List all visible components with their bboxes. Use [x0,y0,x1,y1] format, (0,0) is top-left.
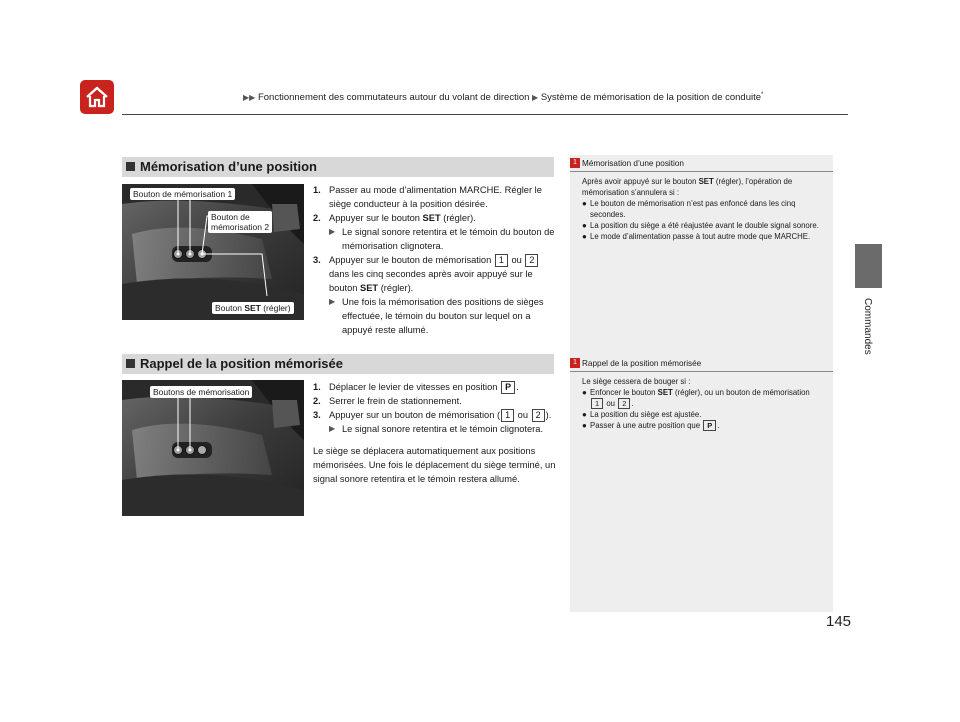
bullet-icon: ● [582,388,587,397]
breadcrumb [243,92,763,103]
note-memorize [570,157,833,242]
section-heading-memorize [122,157,554,177]
header-divider [122,114,848,115]
step-3-result: ▶ Le signal sonore retentira et le témoin clignotera. [329,424,544,434]
home-icon [84,85,110,109]
section-heading-text: Rappel de la position mémorisée [140,356,343,371]
memory-2-key: 2 [525,254,538,267]
memory-1-key: 1 [501,409,514,422]
bullet-icon: ● [582,421,587,430]
heading-square-icon [126,359,135,368]
note-bullet: ● La position du siège a été réajustée avant le double signal sonore. [582,221,819,230]
note-tag-icon: 1 [570,358,580,368]
memory-2-key: 2 [532,409,545,422]
note-tag-icon: 1 [570,158,580,168]
step-1: 1. Passer au mode d’alimentation MARCHE. Régler le siège conducteur à la position désirée. [313,185,542,209]
door-panel-illustration [122,184,304,320]
chapter-label: Commandes [862,298,873,355]
result-arrow-icon: ▶ [329,297,336,306]
bullet-icon: ● [582,221,587,230]
bullet-icon: ● [582,199,587,208]
result-arrow-icon: ▶ [329,424,336,433]
breadcrumb-link-steering-switches[interactable]: Fonctionnement des commutateurs autour du volant de direction [257,92,530,104]
park-key: P [501,381,515,394]
recall-instructions [313,380,557,486]
memory-2-key: 2 [618,398,630,409]
memory-1-key: 1 [591,398,603,409]
note-title: 1 Mémorisation d’une position [570,157,833,169]
note-title: 1 Rappel de la position mémorisée [570,357,833,369]
park-key: P [703,420,716,431]
recall-buttons-photo [122,380,304,516]
note-bullet: ● Passer à une autre position que P . [582,421,720,430]
note-bullet: ● Le bouton de mémorisation n’est pas enfoncé dans les cinq secondes. [582,199,796,219]
breadcrumb-star: * [761,92,764,98]
bullet-icon: ● [582,232,587,241]
chapter-tab[interactable] [855,244,882,288]
step-2: 2. Appuyer sur le bouton SET (régler). [313,213,476,223]
breadcrumb-arrow-icon: ▶ [532,93,539,103]
section-heading-recall [122,354,554,374]
bullet-icon: ● [582,410,587,419]
breadcrumb-current: Système de mémorisation de la position de conduite [540,92,762,104]
label-memory-buttons: Boutons de mémorisation [150,386,252,398]
memorize-instructions [313,183,557,337]
note-divider [570,371,833,372]
step-3: 3. Appuyer sur un bouton de mémorisation ( 1 ou 2 ). [313,410,552,420]
memory-1-key: 1 [495,254,508,267]
note-intro: Le siège cessera de bouger si : [582,377,691,386]
step-3-result: ▶ Une fois la mémorisation des positions de sièges effectuée, le témoin du bouton sur lequel on a appuyé reste allumé. [329,297,544,335]
note-bullet: ● Le mode d’alimentation passe à tout autre mode que MARCHE. [582,232,811,241]
breadcrumb-arrow-icon: ▶▶ [243,93,256,103]
recall-paragraph: Le siège se déplacera automatiquement aux positions mémorisées. Une fois le déplacement du siège terminé, un signal sonore retentira et le témoin restera allumé. [313,446,556,484]
note-bullet: ● La position du siège est ajustée. [582,410,702,419]
step-2: 2. Serrer le frein de stationnement. [313,396,462,406]
step-3: 3. Appuyer sur le bouton de mémorisation 1 ou 2 dans les cinq secondes après avoir appuyé sur le bouton SET (régler). [313,253,557,295]
note-divider [570,171,833,172]
result-arrow-icon: ▶ [329,227,336,236]
label-memory-button-2: Bouton de mémorisation 2 [208,211,272,233]
memory-buttons-photo [122,184,304,320]
door-panel-illustration [122,380,304,516]
step-1: 1. Déplacer le levier de vitesses en position P . [313,382,519,392]
heading-square-icon [126,162,135,171]
page-number: 145 [826,613,852,630]
step-2-result: ▶ Le signal sonore retentira et le témoin du bouton de mémorisation clignotera. [329,227,555,251]
note-intro: Après avoir appuyé sur le bouton SET (régler), l’opération de mémorisation s’annulera si : [582,177,793,197]
section-heading-text: Mémorisation d’une position [140,159,317,174]
label-memory-button-1: Bouton de mémorisation 1 [130,188,235,200]
note-bullet: ● Enfoncer le bouton SET (régler), ou un bouton de mémorisation 1 ou 2 . [582,388,810,408]
note-recall [570,357,833,431]
home-button[interactable] [80,80,114,114]
label-set-button: Bouton SET (régler) [212,302,294,314]
